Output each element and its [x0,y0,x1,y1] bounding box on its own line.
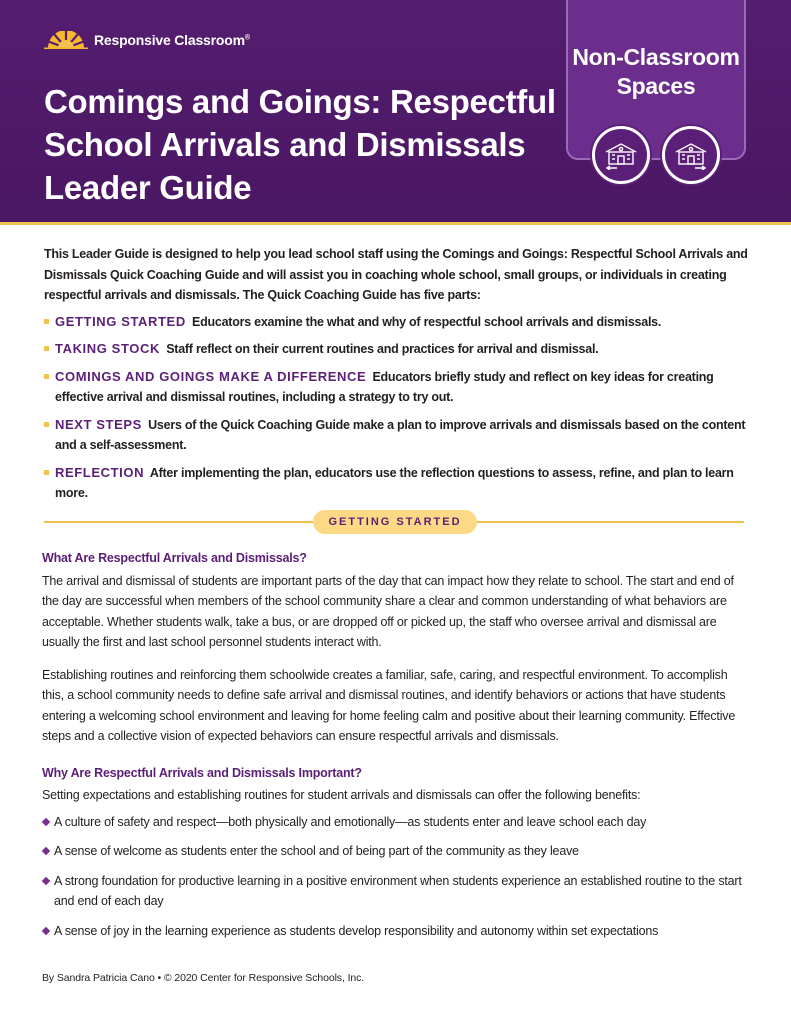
section-label: GETTING STARTED [313,510,477,534]
list-item [44,367,749,408]
brand-logo [44,31,250,49]
part-description: Users of the Quick Coaching Guide make a plan to improve arrivals and dismissals based on the content and a self-assessment. [55,417,746,452]
part-keyword: NEXT STEPS [55,416,142,432]
intro-section [44,244,749,511]
part-keyword: COMINGS AND GOINGS MAKE A DIFFERENCE [55,368,367,384]
list-item: A sense of welcome as students enter the school and of being part of the community as they leave [42,841,748,862]
main-content [42,548,748,950]
paragraph: Establishing routines and reinforcing them schoolwide creates a familiar, safe, caring, and respectful environment. To accomplish this, a school community needs to define safe arrival and dismissal routines, and identify behaviors or actions that have students entering a welcoming school environment and leaving for home feeling calm and positive about their learning community. Effective steps and a collective vision of expected behaviors can ensure respectful arrivals and dismissals. [42,667,736,743]
intro-text: This Leader Guide is designed to help you lead school staff using the Comings and Goings: Respectful School Arrivals and Dismissals Quick Coaching Guide and will assist you in coaching whole school, small groups, or individuals in creating respectful arrivals and dismissals. The Quick Coaching Guide has five parts: [44,247,748,302]
paragraph: Setting expectations and establishing routines for student arrivals and dismissals can offer the following benefits: [42,788,641,802]
list-item [44,339,749,360]
section-heading-why: Why Are Respectful Arrivals and Dismissals Important? [42,765,362,780]
part-keyword: GETTING STARTED [55,313,186,329]
paragraph: The arrival and dismissal of students are important parts of the day that can impact how they relate to school. The start and end of the day are successful when members of the school community share a clear and common understanding of what behaviors are acceptable. Whether students walk, take a bus, or are dropped off or picked up, the staff who oversee arrival and dismissal are usually the first and last school personnel students interact with. [42,573,734,649]
category-title: Non-Classroom Spaces [572,44,740,99]
footer-credit: By Sandra Patricia Cano • © 2020 Center for Responsive Schools, Inc. [42,972,365,984]
page-title: Comings and Goings: Respectful School Arrivals and Dismissals Leader Guide [44,83,556,206]
list-item [44,415,749,456]
part-description: Educators examine the what and why of respectful school arrivals and dismissals. [192,314,662,329]
section-heading-what: What Are Respectful Arrivals and Dismissals? [42,551,307,565]
part-description: Staff reflect on their current routines and practices for arrival and dismissal. [166,342,599,356]
school-building-arriving-icon [592,126,650,184]
part-description: After implementing the plan, educators use the reflection questions to assess, refine, and plan to learn more. [55,465,734,500]
sunrise-logo-icon [44,31,88,49]
list-item [44,463,749,504]
school-building-leaving-icon [662,126,720,184]
part-keyword: REFLECTION [55,464,145,480]
guide-parts-list [44,312,749,504]
list-item [44,312,749,333]
category-tab [566,0,746,160]
benefits-list [42,812,748,942]
list-item: A sense of joy in the learning experience as students develop responsibility and autonomy within set expectations [42,921,748,942]
brand-name: Responsive Classroom® [94,32,250,48]
list-item: A strong foundation for productive learning in a positive environment when students experience an established routine to the start and end of each day [42,871,748,912]
list-item: A culture of safety and respect—both physically and emotionally—as students enter and leave school each day [42,812,748,833]
part-keyword: TAKING STOCK [55,341,160,356]
part-description: Educators briefly study and reflect on key ideas for creating effective arrival and dismissal routines, including a strategy to try out. [55,369,714,404]
